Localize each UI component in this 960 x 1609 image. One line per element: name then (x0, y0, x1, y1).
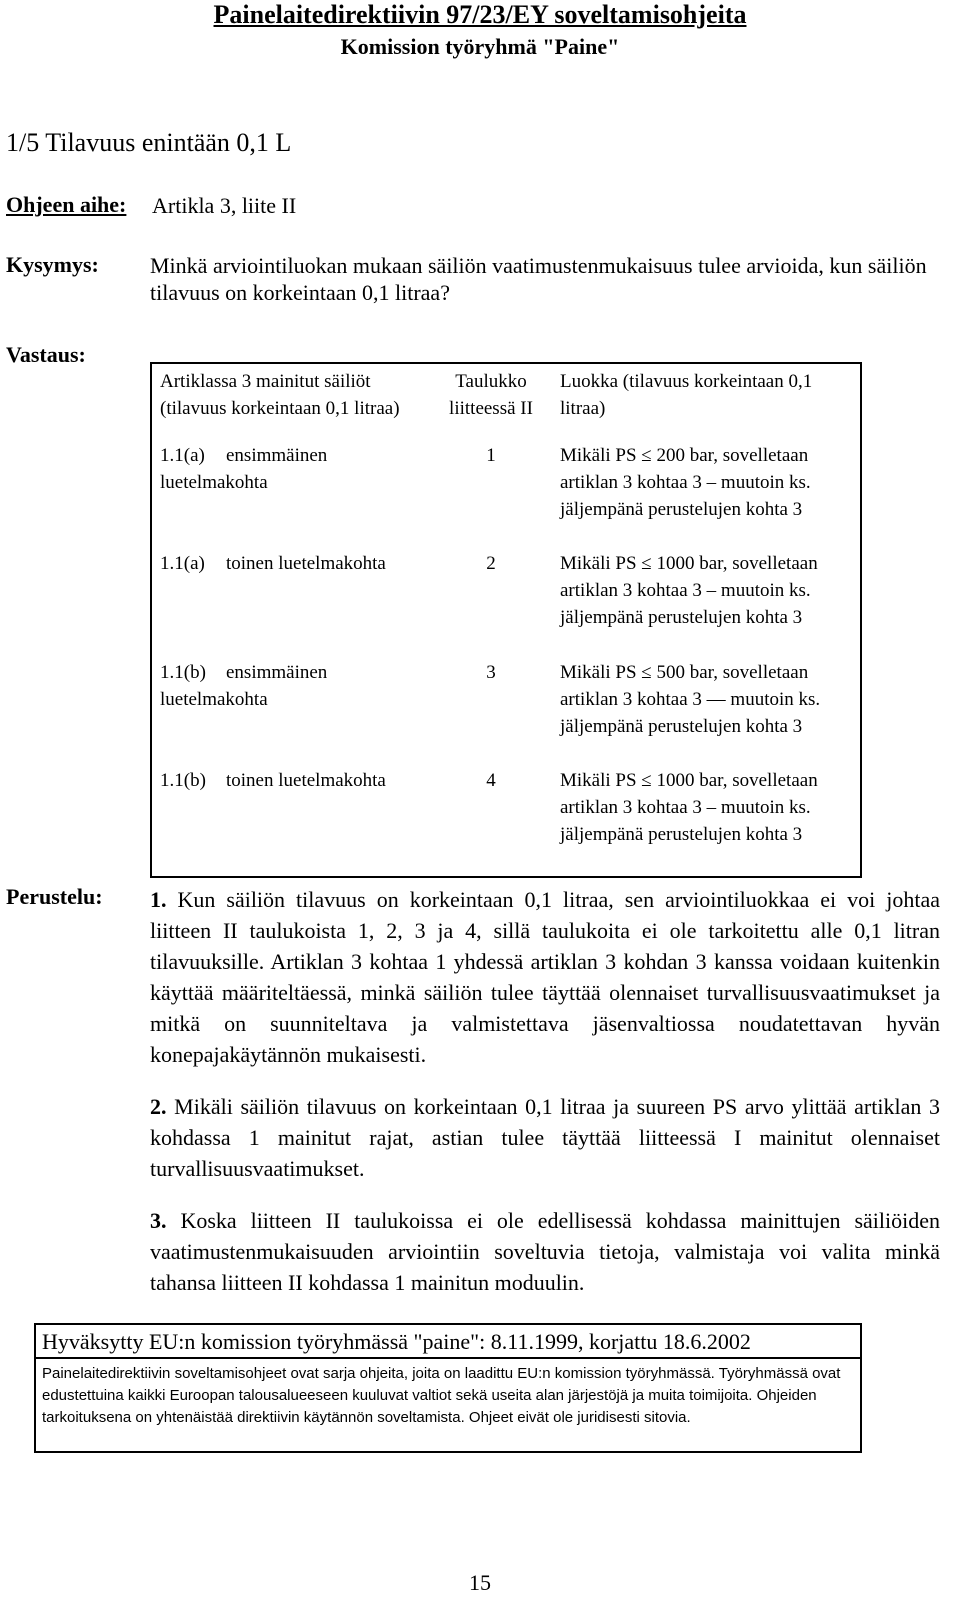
article-item: ensimmäinen luetelmakohta (160, 661, 328, 710)
class-text: Mikäli PS ≤ 200 bar, sovelletaan artiklan 3 kohtaa 3 – muutoin ks. jäljempänä perustelujen kohta 3 (560, 444, 811, 520)
paragraph-text: Kun säiliön tilavuus on korkeintaan 0,1 litraa, sen arviointiluokkaa ei voi johtaa liitteen II taulukoista 1, 2, 3 ja 4, sillä taulukoita ei ole tarkoitettu alle 0,1 litran tilavuuksille. Artiklan 3 kohtaa 1 yhdessä artiklan 3 kohdan 3 kanssa voidaan kuitenkin käyttää määriteltäessä, minkä säiliön tulee täyttää olennaiset turvallisuusvaatimukset ja mitkä on suunniteltava ja valmistettava jäsenvaltiossa noudatettavan hyvän konepajakäytännön mukaisesti. (150, 887, 940, 1067)
rationale-paragraph-1 (150, 884, 940, 1070)
answer-table (150, 362, 862, 878)
table-row (151, 659, 861, 767)
paragraph-number: 2. (150, 1094, 167, 1119)
table-row (151, 442, 861, 550)
article-code: 1.1(b) (160, 770, 206, 792)
rationale-label: Perustelu: (6, 884, 103, 909)
header-cell: Taulukko liitteessä II (449, 371, 533, 419)
class-text: Mikäli PS ≤ 1000 bar, sovelletaan artiklan 3 kohtaa 3 – muutoin ks. jäljempänä perustelujen kohta 3 (560, 553, 818, 629)
guideline-heading: 1/5 Tilavuus enintään 0,1 L (6, 128, 292, 157)
footer-note: Painelaitedirektiivin soveltamisohjeet ovat sarja ohjeita, joita on laadittu EU:n komission työryhmässä. Työryhmässä ovat edustettuina kaikki Euroopan talousalueeseen kuuluvat valtiot sekä useita alan järjestöjä ja muita toimijoita. Ohjeiden tarkoituksena on yhtenäistää direktiivin käytännön soveltamista. Ohjeet eivät ole juridisesti sitovia. (42, 1365, 841, 1426)
document-title: Painelaitedirektiivin 97/23/EY soveltamisohjeita (213, 0, 747, 29)
table-row (151, 767, 861, 877)
rationale-paragraph-3 (150, 1205, 940, 1298)
article-item: toinen luetelmakohta (226, 770, 386, 792)
header-cell: Artiklassa 3 mainitut säiliöt (tilavuus korkeintaan 0,1 litraa) (160, 371, 400, 419)
table-number: 1 (486, 444, 496, 466)
page-number: 15 (469, 1570, 491, 1595)
class-text: Mikäli PS ≤ 500 bar, sovelletaan artiklan 3 kohtaa 3 — muutoin ks. jäljempänä perustelujen kohta 3 (560, 661, 821, 737)
table-header-row (151, 363, 861, 442)
article-code: 1.1(a) (160, 553, 205, 575)
table-number: 4 (486, 770, 496, 792)
answer-label: Vastaus: (6, 342, 86, 367)
article-code: 1.1(a) (160, 444, 205, 466)
topic-text: Artikla 3, liite II (152, 193, 297, 218)
paragraph-number: 1. (150, 887, 167, 912)
footer-box (34, 1323, 862, 1453)
question-label: Kysymys: (6, 252, 99, 277)
class-text: Mikäli PS ≤ 1000 bar, sovelletaan artiklan 3 kohtaa 3 – muutoin ks. jäljempänä perustelujen kohta 3 (560, 770, 818, 846)
approval-line: Hyväksytty EU:n komission työryhmässä "paine": 8.11.1999, korjattu 18.6.2002 (36, 1325, 860, 1359)
table-number: 2 (486, 553, 496, 575)
table-number: 3 (486, 661, 496, 683)
article-code: 1.1(b) (160, 661, 206, 683)
article-item: toinen luetelmakohta (226, 553, 386, 575)
paragraph-text: Koska liitteen II taulukoissa ei ole edellisessä kohdassa mainittujen säiliöiden vaatimustenmukaisuuden arviointiin soveltuvia tietoja, valmistaja voi valita minkä tahansa liitteen II kohdassa 1 mainitun moduulin. (150, 1208, 940, 1295)
question-text: Minkä arviointiluokan mukaan säiliön vaatimustenmukaisuus tulee arvioida, kun säiliön tilavuus on korkeintaan 0,1 litraa? (150, 253, 927, 305)
topic-label: Ohjeen aihe: (6, 192, 127, 217)
rationale-paragraph-2 (150, 1091, 940, 1184)
paragraph-number: 3. (150, 1208, 167, 1233)
paragraph-text: Mikäli säiliön tilavuus on korkeintaan 0,1 litraa ja suureen PS arvo ylittää artiklan 3 kohdassa 1 mainitut rajat, astian tulee täyttää liitteessä I mainitut olennaiset turvallisuusvaatimukset. (150, 1094, 940, 1181)
table-row (151, 550, 861, 658)
article-item: ensimmäinen luetelmakohta (160, 444, 328, 493)
document-subtitle: Komission työryhmä "Paine" (340, 34, 620, 59)
header-cell: Luokka (tilavuus korkeintaan 0,1 litraa) (560, 371, 813, 419)
